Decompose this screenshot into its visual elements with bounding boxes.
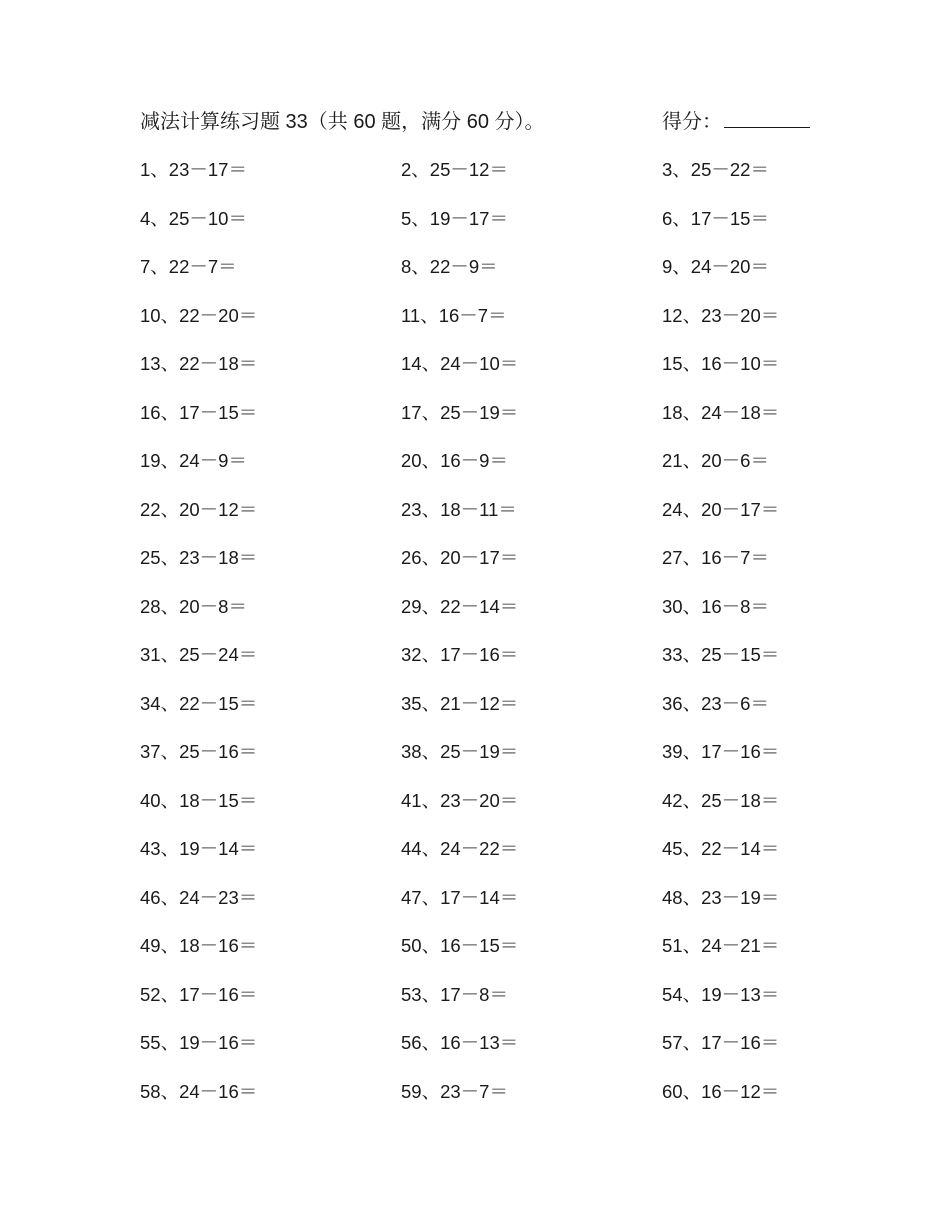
- problem-item: 39、17－16＝: [662, 741, 780, 762]
- problem-grid: [140, 154, 840, 1124]
- problem-item: 57、17－16＝: [662, 1032, 780, 1053]
- problem-item: 19、24－9＝: [140, 450, 247, 471]
- problem-item: 37、25－16＝: [140, 741, 258, 762]
- problem-item: 30、16－8＝: [662, 595, 769, 617]
- problem-item: 32、17－16＝: [401, 644, 519, 665]
- problem-item: 29、22－14＝: [401, 595, 519, 617]
- problem-item: 10、22－20＝: [140, 304, 258, 326]
- problem-item: 42、25－18＝: [662, 789, 780, 811]
- problem-item: 58、24－16＝: [140, 1080, 258, 1102]
- problem-item: 38、25－19＝: [401, 741, 519, 762]
- worksheet-header: [140, 106, 820, 138]
- problem-item: 60、16－12＝: [662, 1080, 780, 1102]
- problem-item: 50、16－15＝: [401, 935, 519, 956]
- problem-item: 4、25－10＝: [140, 207, 247, 229]
- problem-item: 3、25－22＝: [662, 159, 769, 180]
- problem-item: 45、22－14＝: [662, 838, 780, 859]
- problem-item: 9、24－20＝: [662, 256, 769, 277]
- problem-item: 16、17－15＝: [140, 401, 258, 423]
- score-label: 得分：: [662, 111, 722, 133]
- score-blank-line: [724, 107, 810, 128]
- problem-item: 53、17－8＝: [401, 983, 508, 1005]
- problem-item: 26、20－17＝: [401, 547, 519, 568]
- problem-item: 6、17－15＝: [662, 207, 769, 229]
- problem-item: 17、25－19＝: [401, 401, 519, 423]
- problem-item: 34、22－15＝: [140, 692, 258, 714]
- problem-item: 36、23－6＝: [662, 692, 769, 714]
- problem-item: 28、20－8＝: [140, 595, 247, 617]
- problem-item: 23、18－11＝: [401, 498, 517, 520]
- problem-item: 49、18－16＝: [140, 935, 258, 956]
- problem-item: 11、16－7＝: [401, 304, 507, 326]
- problem-item: 43、19－14＝: [140, 838, 258, 859]
- problem-item: 27、16－7＝: [662, 547, 769, 568]
- problem-item: 25、23－18＝: [140, 547, 258, 568]
- problem-item: 44、24－22＝: [401, 838, 519, 859]
- problem-item: 12、23－20＝: [662, 304, 780, 326]
- problem-item: 47、17－14＝: [401, 886, 519, 908]
- problem-item: 41、23－20＝: [401, 789, 519, 811]
- problem-item: 14、24－10＝: [401, 353, 519, 374]
- problem-item: 56、16－13＝: [401, 1032, 519, 1053]
- problem-item: 22、20－12＝: [140, 498, 258, 520]
- problem-item: 51、24－21＝: [662, 935, 780, 956]
- problem-item: 13、22－18＝: [140, 353, 258, 374]
- problem-item: 31、25－24＝: [140, 644, 258, 665]
- problem-item: 5、19－17＝: [401, 207, 508, 229]
- problem-item: 2、25－12＝: [401, 159, 508, 180]
- problem-item: 8、22－9＝: [401, 256, 498, 277]
- problem-item: 48、23－19＝: [662, 886, 780, 908]
- problem-item: 40、18－15＝: [140, 789, 258, 811]
- problem-item: 35、21－12＝: [401, 692, 519, 714]
- problem-item: 54、19－13＝: [662, 983, 780, 1005]
- problem-item: 52、17－16＝: [140, 983, 258, 1005]
- score-field: [662, 106, 810, 138]
- problem-item: 59、23－7＝: [401, 1080, 508, 1102]
- problem-item: 55、19－16＝: [140, 1032, 258, 1053]
- problem-item: 20、16－9＝: [401, 450, 508, 471]
- problem-item: 7、22－7＝: [140, 256, 237, 277]
- problem-item: 24、20－17＝: [662, 498, 780, 520]
- problem-item: 1、23－17＝: [140, 159, 247, 180]
- problem-item: 33、25－15＝: [662, 644, 780, 665]
- problem-item: 18、24－18＝: [662, 401, 780, 423]
- problem-item: 15、16－10＝: [662, 353, 780, 374]
- problem-item: 46、24－23＝: [140, 886, 258, 908]
- worksheet-title: 减法计算练习题 33（共 60 题，满分 60 分）。: [140, 111, 545, 133]
- problem-item: 21、20－6＝: [662, 450, 769, 471]
